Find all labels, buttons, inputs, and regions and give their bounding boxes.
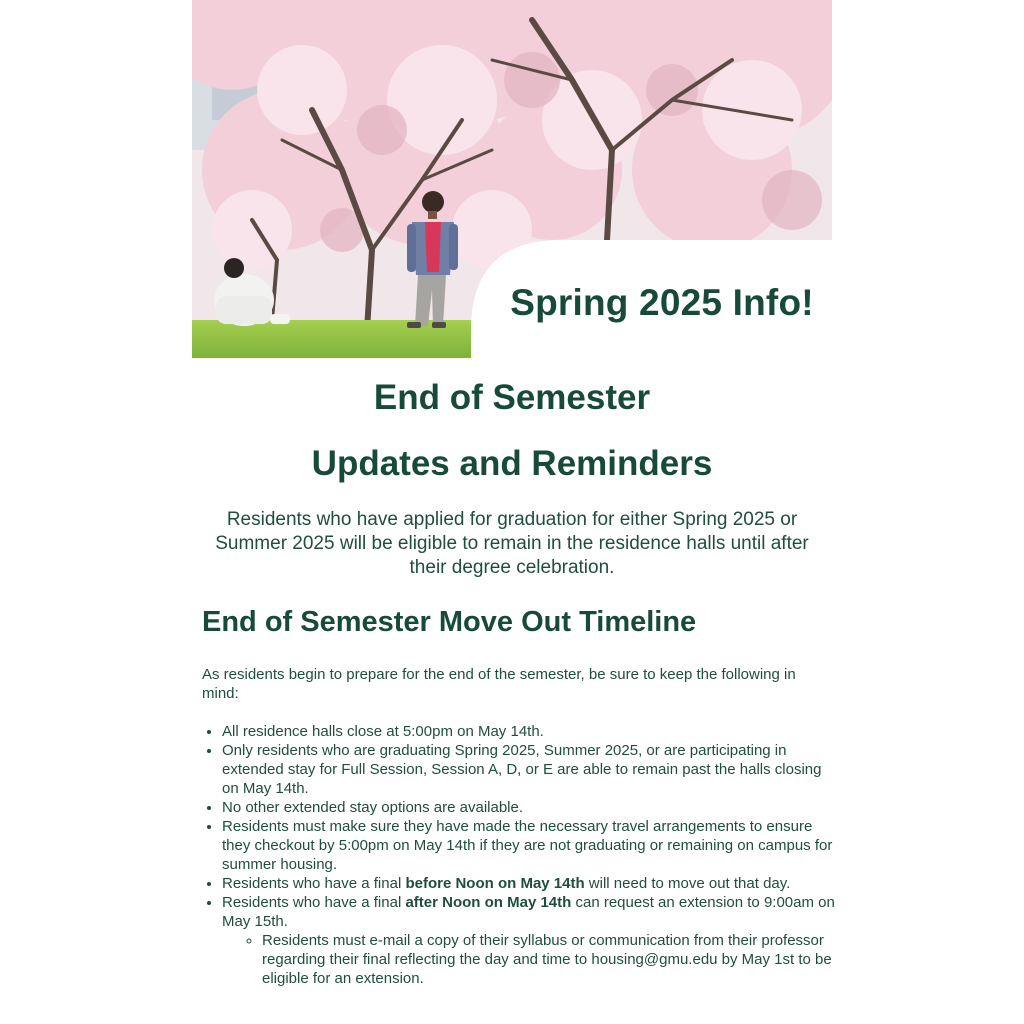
list-item-text: No other extended stay options are available. <box>222 799 524 816</box>
heading-end-of-semester: End of Semester <box>373 378 651 417</box>
list-item <box>222 798 842 817</box>
hero-banner <box>192 0 832 358</box>
list-item-text: Only residents who are graduating Spring 2025, Summer 2025, or are participating in extended stay for Full Session, Session A, D, or E are able to remain past the halls closing on May 14th. <box>222 742 822 797</box>
list-item-highlight: after Noon on May 14th <box>405 894 572 911</box>
sub-list-item-text: Residents must e-mail a copy of their syllabus or communication from their professor regarding their final reflecting the day and time to housing@gmu.edu by May 1st to be eligible for an extension. <box>262 932 832 987</box>
timeline-list <box>202 722 842 988</box>
list-item-text-after: can request an extension to 9:00am on May 15th. <box>222 894 835 930</box>
list-item-text: All residence halls close at 5:00pm on May 14th. <box>222 723 544 740</box>
list-item-text-after: will need to move out that day. <box>584 875 791 892</box>
sub-list-item <box>262 931 842 988</box>
hero-title: Spring 2025 Info! <box>510 282 814 323</box>
list-item <box>222 874 842 893</box>
list-item-highlight: before Noon on May 14th <box>405 875 585 892</box>
timeline-section-title: End of Semester Move Out Timeline <box>202 606 697 638</box>
list-item <box>222 741 842 798</box>
list-item <box>222 817 842 874</box>
list-item <box>222 893 842 988</box>
list-item <box>222 722 842 741</box>
list-item-text-before: Residents who have a final <box>222 894 406 911</box>
heading-updates-reminders: Updates and Reminders <box>311 444 713 483</box>
extension-sublist <box>222 931 842 988</box>
list-item-text-before: Residents who have a final <box>222 875 406 892</box>
list-item-text: Residents must make sure they have made the necessary travel arrangements to ensure they checkout by 5:00pm on May 14th if they are not graduating or remaining on campus for summer housing. <box>222 818 833 873</box>
timeline-lead: As residents begin to prepare for the end of the semester, be sure to keep the following in mind: <box>202 666 796 702</box>
graduation-notice: Residents who have applied for graduation for either Spring 2025 or Summer 2025 will be eligible to remain in the residence halls until after their degree celebration. <box>215 509 809 578</box>
